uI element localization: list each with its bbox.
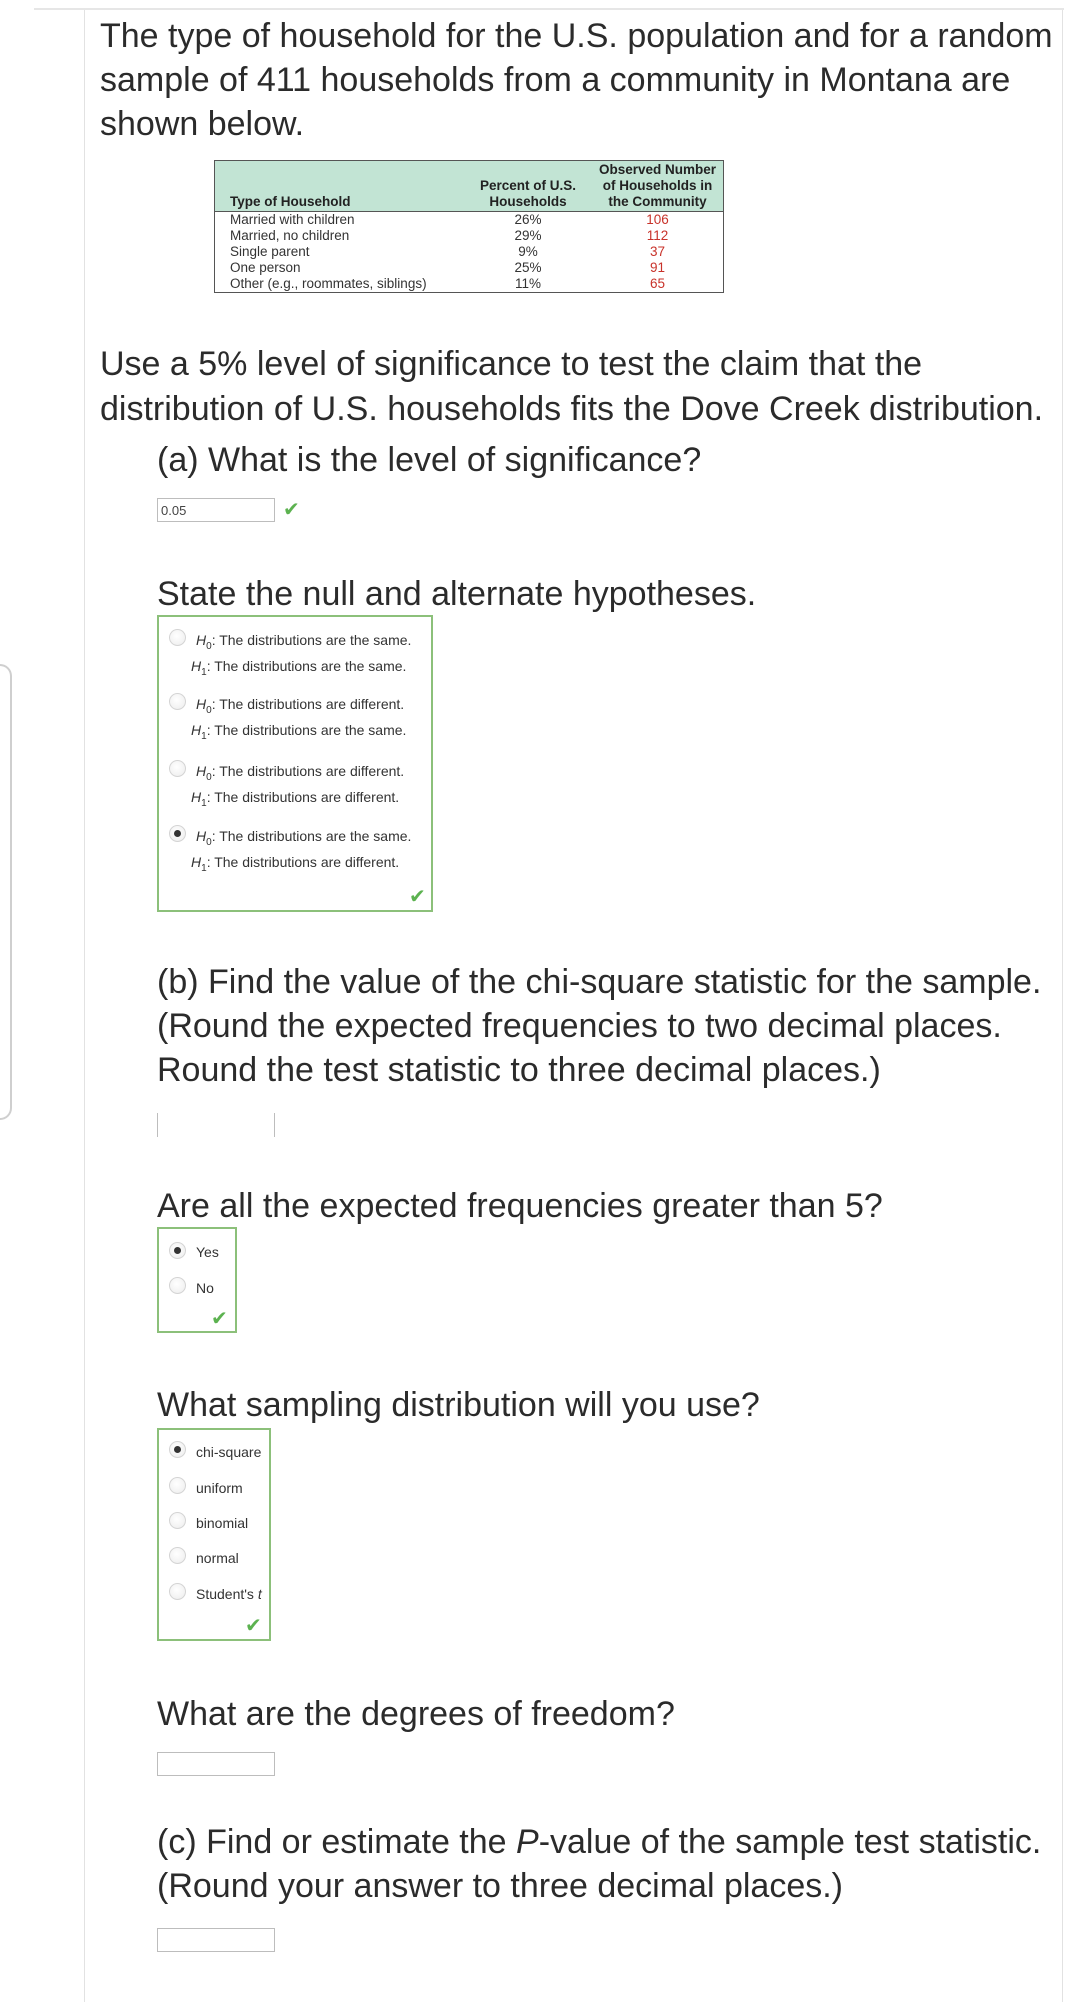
h0-text: $H_0$: The distributions are different. bbox=[196, 763, 405, 783]
page-left-border bbox=[84, 10, 85, 2002]
household-table bbox=[214, 160, 724, 293]
significance-input[interactable] bbox=[157, 498, 275, 522]
part-c-question: (c) Find or estimate the P-value of the sample test statistic. (Round your answer to three decimal places.) bbox=[157, 1823, 1042, 1905]
no-radio[interactable] bbox=[169, 1277, 186, 1294]
hypothesis-radio-3[interactable] bbox=[169, 760, 186, 777]
row-percent: 25% bbox=[514, 260, 542, 275]
check-icon: ✔ bbox=[211, 1308, 228, 1330]
table-header-percent: Percent of U.S. Households bbox=[464, 161, 592, 212]
row-type: Other (e.g., roommates, siblings) bbox=[230, 276, 427, 291]
hypotheses-question: State the null and alternate hypotheses. bbox=[157, 575, 757, 613]
table-row bbox=[215, 212, 724, 229]
check-icon: ✔ bbox=[283, 499, 300, 521]
check-icon: ✔ bbox=[245, 1615, 262, 1637]
part-a-question: (a) What is the level of significance? bbox=[157, 441, 702, 479]
uniform-label: uniform bbox=[196, 1480, 243, 1496]
row-type: Single parent bbox=[230, 244, 310, 259]
h1-text: $H_1$: The distributions are different. bbox=[191, 854, 400, 874]
yes-radio[interactable] bbox=[169, 1242, 186, 1259]
hypothesis-radio-2[interactable] bbox=[169, 693, 186, 710]
intro-text: The type of household for the U.S. population and for a random sample of 411 households from a community in Montana are shown below. bbox=[100, 17, 1053, 143]
row-observed: 112 bbox=[646, 228, 669, 243]
row-observed: 91 bbox=[649, 260, 666, 275]
chi-square-input[interactable] bbox=[157, 1113, 275, 1137]
top-divider bbox=[34, 8, 1064, 10]
row-observed: 37 bbox=[649, 244, 666, 259]
normal-label: normal bbox=[196, 1550, 239, 1566]
h0-text: $H_0$: The distributions are the same. bbox=[196, 632, 412, 652]
h0-text: $H_0$: The distributions are different. bbox=[196, 696, 405, 716]
normal-radio[interactable] bbox=[169, 1547, 186, 1564]
row-type: One person bbox=[230, 260, 301, 275]
page-right-border bbox=[1062, 10, 1063, 2002]
table-header-type: Type of Household bbox=[215, 161, 465, 212]
table-row bbox=[215, 276, 724, 293]
hypothesis-radio-4[interactable] bbox=[169, 825, 186, 842]
sampling-dist-question: What sampling distribution will you use? bbox=[157, 1386, 760, 1424]
check-icon: ✔ bbox=[409, 886, 426, 908]
instruction-text: Use a 5% level of significance to test the claim that the distribution of U.S. households fits the Dove Creek distribution. bbox=[100, 345, 1044, 428]
students-t-label: Student's t bbox=[196, 1586, 262, 1602]
expected-freq-options bbox=[157, 1227, 237, 1333]
sampling-dist-options bbox=[157, 1428, 271, 1641]
p-value-input[interactable] bbox=[157, 1928, 275, 1952]
row-type: Married with children bbox=[230, 212, 355, 227]
dof-question: What are the degrees of freedom? bbox=[157, 1695, 675, 1733]
h0-text: $H_0$: The distributions are the same. bbox=[196, 828, 412, 848]
row-percent: 11% bbox=[514, 276, 542, 291]
binomial-label: binomial bbox=[196, 1515, 249, 1531]
h1-text: $H_1$: The distributions are the same. bbox=[191, 658, 407, 678]
table-row bbox=[215, 260, 724, 276]
chi-square-radio[interactable] bbox=[169, 1441, 186, 1458]
dof-input[interactable] bbox=[157, 1752, 275, 1776]
row-percent: 29% bbox=[514, 228, 542, 243]
row-percent: 26% bbox=[514, 212, 542, 227]
h1-text: $H_1$: The distributions are different. bbox=[191, 789, 400, 809]
yes-label: Yes bbox=[196, 1244, 219, 1260]
binomial-radio[interactable] bbox=[169, 1512, 186, 1529]
row-percent: 9% bbox=[518, 244, 538, 259]
row-observed: 65 bbox=[649, 276, 666, 291]
no-label: No bbox=[196, 1280, 214, 1296]
table-header-observed: Observed Number of Households in the Community bbox=[592, 161, 724, 212]
table-row bbox=[215, 228, 724, 244]
part-b-question: (b) Find the value of the chi-square statistic for the sample. (Round the expected frequencies to two decimal places. Round the test statistic to three decimal places.) bbox=[157, 963, 1042, 1089]
uniform-radio[interactable] bbox=[169, 1477, 186, 1494]
h1-text: $H_1$: The distributions are the same. bbox=[191, 722, 407, 742]
expected-freq-question: Are all the expected frequencies greater than 5? bbox=[157, 1187, 883, 1225]
side-scroll-tab[interactable] bbox=[0, 664, 12, 1120]
chi-square-label: chi-square bbox=[196, 1444, 262, 1460]
table-row bbox=[215, 244, 724, 260]
row-type: Married, no children bbox=[230, 228, 350, 243]
hypothesis-radio-1[interactable] bbox=[169, 629, 186, 646]
students-t-radio[interactable] bbox=[169, 1583, 186, 1600]
row-observed: 106 bbox=[646, 212, 669, 227]
hypotheses-options bbox=[157, 615, 433, 912]
